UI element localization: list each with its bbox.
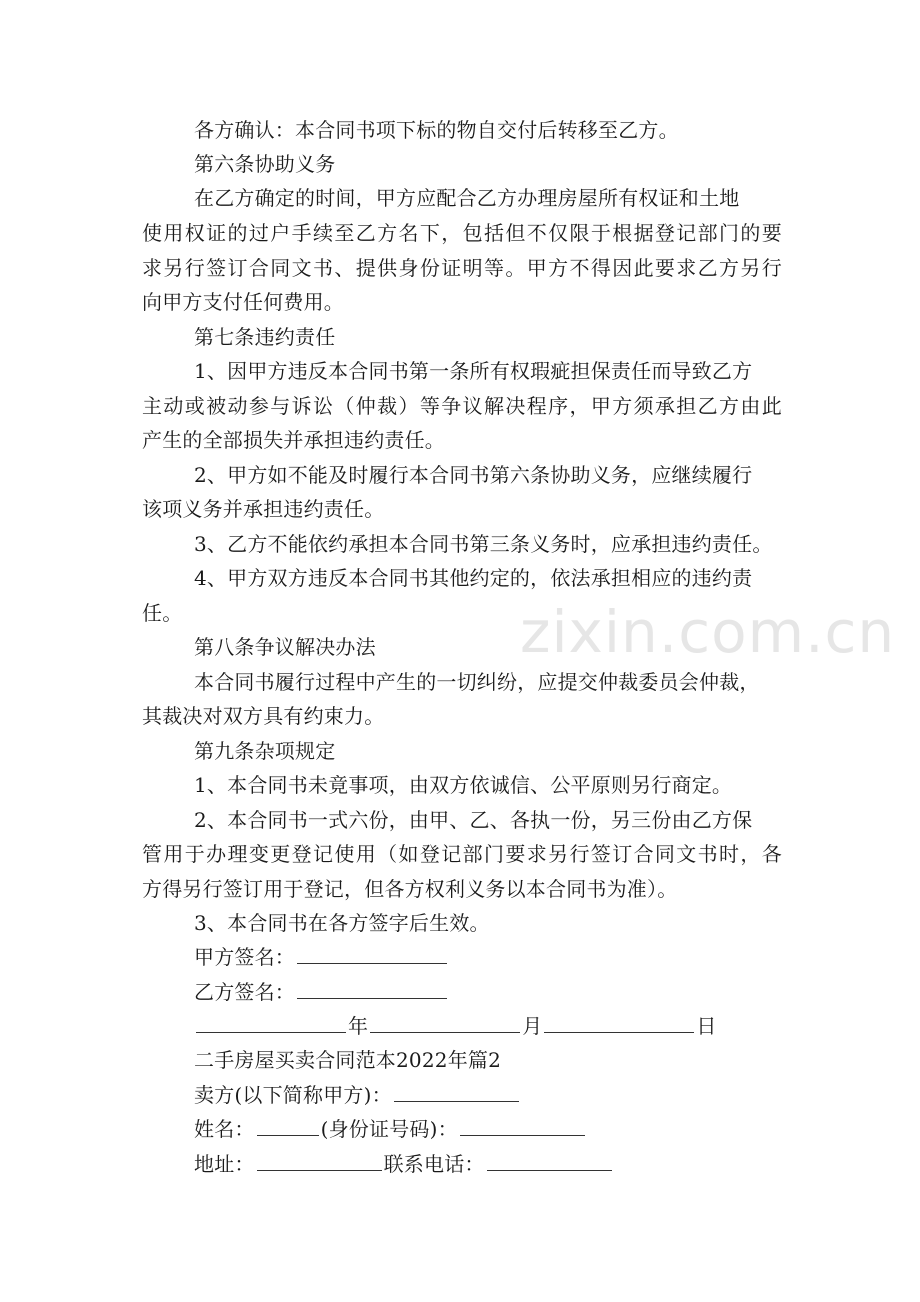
party-b-signature-blank[interactable] xyxy=(297,976,447,999)
paragraph-line: 3、乙方不能依约承担本合同书第三条义务时，应承担违约责任。 xyxy=(194,532,773,556)
day-label: 日 xyxy=(696,1014,717,1038)
paragraph-line: 1、本合同书未竟事项，由双方依诚信、公平原则另行商定。 xyxy=(194,773,733,797)
party-a-signature-label: 甲方签名： xyxy=(194,945,295,969)
paragraph-line: 求另行签订合同文书、提供身份证明等。甲方不得因此要求乙方另行 xyxy=(142,256,782,280)
seller-blank[interactable] xyxy=(394,1079,519,1102)
paragraph-line: 向甲方支付任何费用。 xyxy=(142,290,344,314)
paragraph-line: 1、因甲方违反本合同书第一条所有权瑕疵担保责任而导致乙方 xyxy=(194,359,753,383)
phone-label: 联系电话： xyxy=(383,1152,485,1176)
section-heading: 第九条杂项规定 xyxy=(194,739,336,763)
year-blank[interactable] xyxy=(196,1010,346,1033)
paragraph-line: 在乙方确定的时间，甲方应配合乙方办理房屋所有权证和土地 xyxy=(194,186,740,210)
month-label: 月 xyxy=(522,1014,543,1038)
paragraph-line: 2、甲方如不能及时履行本合同书第六条协助义务，应继续履行 xyxy=(194,463,753,487)
paragraph-line: 任。 xyxy=(142,601,183,625)
party-b-signature xyxy=(194,975,449,1009)
party-a-signature xyxy=(194,940,449,974)
paragraph-line: 2、本合同书一式六份，由甲、乙、各执一份，另三份由乙方保 xyxy=(194,808,753,832)
paragraph-line: 4、甲方双方违反本合同书其他约定的，依法承担相应的违约责 xyxy=(194,566,753,590)
paragraph-line: 管用于办理变更登记使用（如登记部门要求另行签订合同文书时，各 xyxy=(142,842,782,866)
paragraph-line: 使用权证的过户手续至乙方名下，包括但不仅限于根据登记部门的要 xyxy=(142,221,782,245)
year-label: 年 xyxy=(348,1014,369,1038)
paragraph-line: 3、本合同书在各方签字后生效。 xyxy=(194,911,490,935)
month-blank[interactable] xyxy=(370,1010,520,1033)
paragraph-line: 其裁决对双方具有约束力。 xyxy=(142,704,385,728)
paragraph-line: 方得另行签订用于登记，但各方权利义务以本合同书为准）。 xyxy=(142,877,678,901)
seller-label: 卖方(以下简称甲方)： xyxy=(194,1083,392,1107)
day-blank[interactable] xyxy=(544,1010,694,1033)
signature-date xyxy=(194,1009,717,1043)
address-label: 地址： xyxy=(194,1152,255,1176)
paragraph-line: 主动或被动参与诉讼（仲裁）等争议解决程序，甲方须承担乙方由此 xyxy=(142,394,782,418)
section-heading: 第八条争议解决办法 xyxy=(194,635,376,659)
watermark: zixin.com.cn xyxy=(520,598,896,666)
id-blank[interactable] xyxy=(460,1113,585,1136)
address-blank[interactable] xyxy=(257,1148,382,1171)
paragraph-line: 产生的全部损失并承担违约责任。 xyxy=(142,428,445,452)
party-b-signature-label: 乙方签名： xyxy=(194,980,295,1004)
seller-line xyxy=(194,1078,521,1112)
party-a-signature-blank[interactable] xyxy=(297,941,447,964)
section2-title: 二手房屋买卖合同范本2022年篇2 xyxy=(194,1048,502,1072)
name-label: 姓名： xyxy=(194,1117,255,1141)
seller-name-line xyxy=(194,1112,587,1146)
name-blank[interactable] xyxy=(257,1113,319,1136)
section-heading: 第六条协助义务 xyxy=(194,152,336,176)
paragraph-line: 本合同书履行过程中产生的一切纠纷，应提交仲裁委员会仲裁， xyxy=(194,670,760,694)
phone-blank[interactable] xyxy=(487,1148,612,1171)
paragraph-line: 各方确认：本合同书项下标的物自交付后转移至乙方。 xyxy=(194,118,679,142)
section-heading: 第七条违约责任 xyxy=(194,325,336,349)
address-line xyxy=(194,1147,614,1181)
id-label: (身份证号码)： xyxy=(320,1117,458,1141)
paragraph-line: 该项义务并承担违约责任。 xyxy=(142,497,385,521)
